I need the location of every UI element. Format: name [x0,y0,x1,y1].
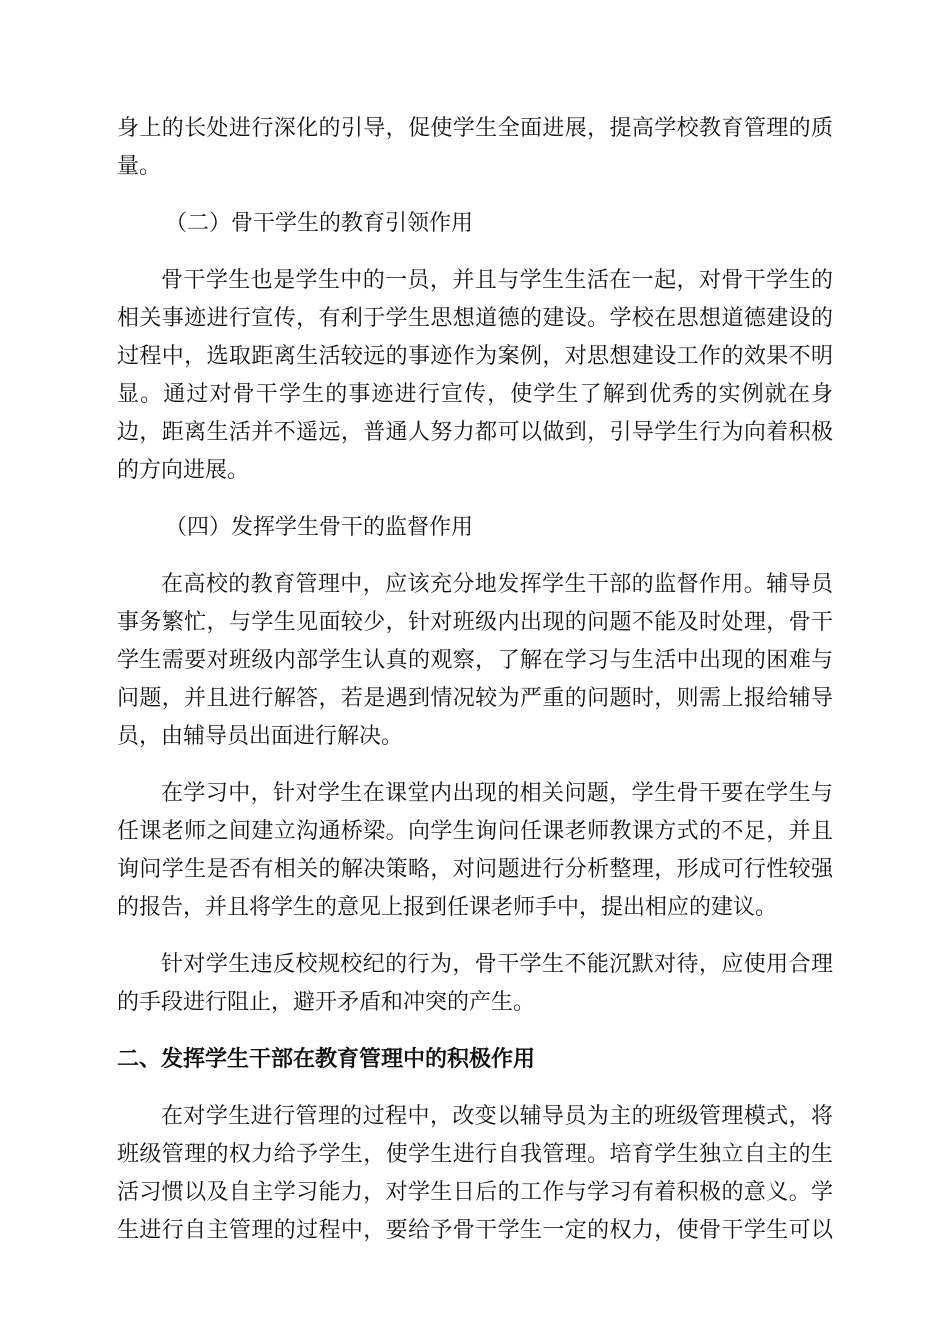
text-line: 活习惯以及自主学习能力，对学生日后的工作与学习有着积极的意义。学 [117,1180,833,1205]
text-line: 在高校的教育管理中，应该充分地发挥学生干部的监督作用。辅导员 [161,572,833,597]
text-line: 员，由辅导员出面进行解决。 [117,724,404,749]
text-line: 班级管理的权力给予学生，使学生进行自我管理。培育学生独立自主的生 [117,1142,833,1167]
text-line: 量。 [117,154,162,179]
text-line: 在对学生进行管理的过程中，改变以辅导员为主的班级管理模式，将 [161,1104,833,1129]
paragraph [117,946,833,1022]
subheading [117,205,833,243]
paragraph [117,110,833,186]
document-page [117,110,833,1269]
text-line: 询问学生是否有相关的解决策略，对问题进行分析整理，形成可行性较强 [117,857,833,882]
text-line: 的手段进行阻止，避开矛盾和冲突的产生。 [117,990,536,1015]
text-line: 针对学生违反校规校纪的行为，骨干学生不能沉默对待，应使用合理 [161,952,833,977]
subheading-text: （四）发挥学生骨干的监督作用 [165,515,474,540]
section-heading: 二、发挥学生干部在教育管理中的积极作用 [117,1047,536,1072]
text-line: 显。通过对骨干学生的事迹进行宣传，使学生了解到优秀的实例就在身 [117,382,833,407]
paragraph [117,1098,833,1250]
paragraph [117,262,833,490]
text-line: 的报告，并且将学生的意见上报到任课老师手中，提出相应的建议。 [117,895,778,920]
subheading [117,509,833,547]
text-line: 相关事迹进行宣传，有利于学生思想道德的建设。学校在思想道德建设的 [117,306,833,331]
text-line: 问题，并且进行解答，若是遇到情况较为严重的问题时，则需上报给辅导 [117,686,833,711]
paragraph [117,566,833,756]
text-line: 骨干学生也是学生中的一员，并且与学生生活在一起，对骨干学生的 [161,268,833,293]
text-line: 学生需要对班级内部学生认真的观察，了解在学习与生活中出现的困难与 [117,648,833,673]
paragraph [117,775,833,927]
text-line: 在学习中，针对学生在课堂内出现的相关问题，学生骨干要在学生与 [161,781,833,806]
text-line: 身上的长处进行深化的引导，促使学生全面进展，提高学校教育管理的质 [117,116,833,141]
subheading-text: （二）骨干学生的教育引领作用 [165,211,474,236]
text-line: 生进行自主管理的过程中，要给予骨干学生一定的权力，使骨干学生可以 [117,1218,833,1243]
text-line: 边，距离生活并不遥远，普通人努力都可以做到，引导学生行为向着积极 [117,420,833,445]
text-line: 的方向进展。 [117,458,250,483]
text-line: 事务繁忙，与学生见面较少，针对班级内出现的问题不能及时处理，骨干 [117,610,833,635]
text-line: 任课老师之间建立沟通桥梁。向学生询问任课老师教课方式的不足，并且 [117,819,833,844]
text-line: 过程中，选取距离生活较远的事迹作为案例，对思想建设工作的效果不明 [117,344,833,369]
